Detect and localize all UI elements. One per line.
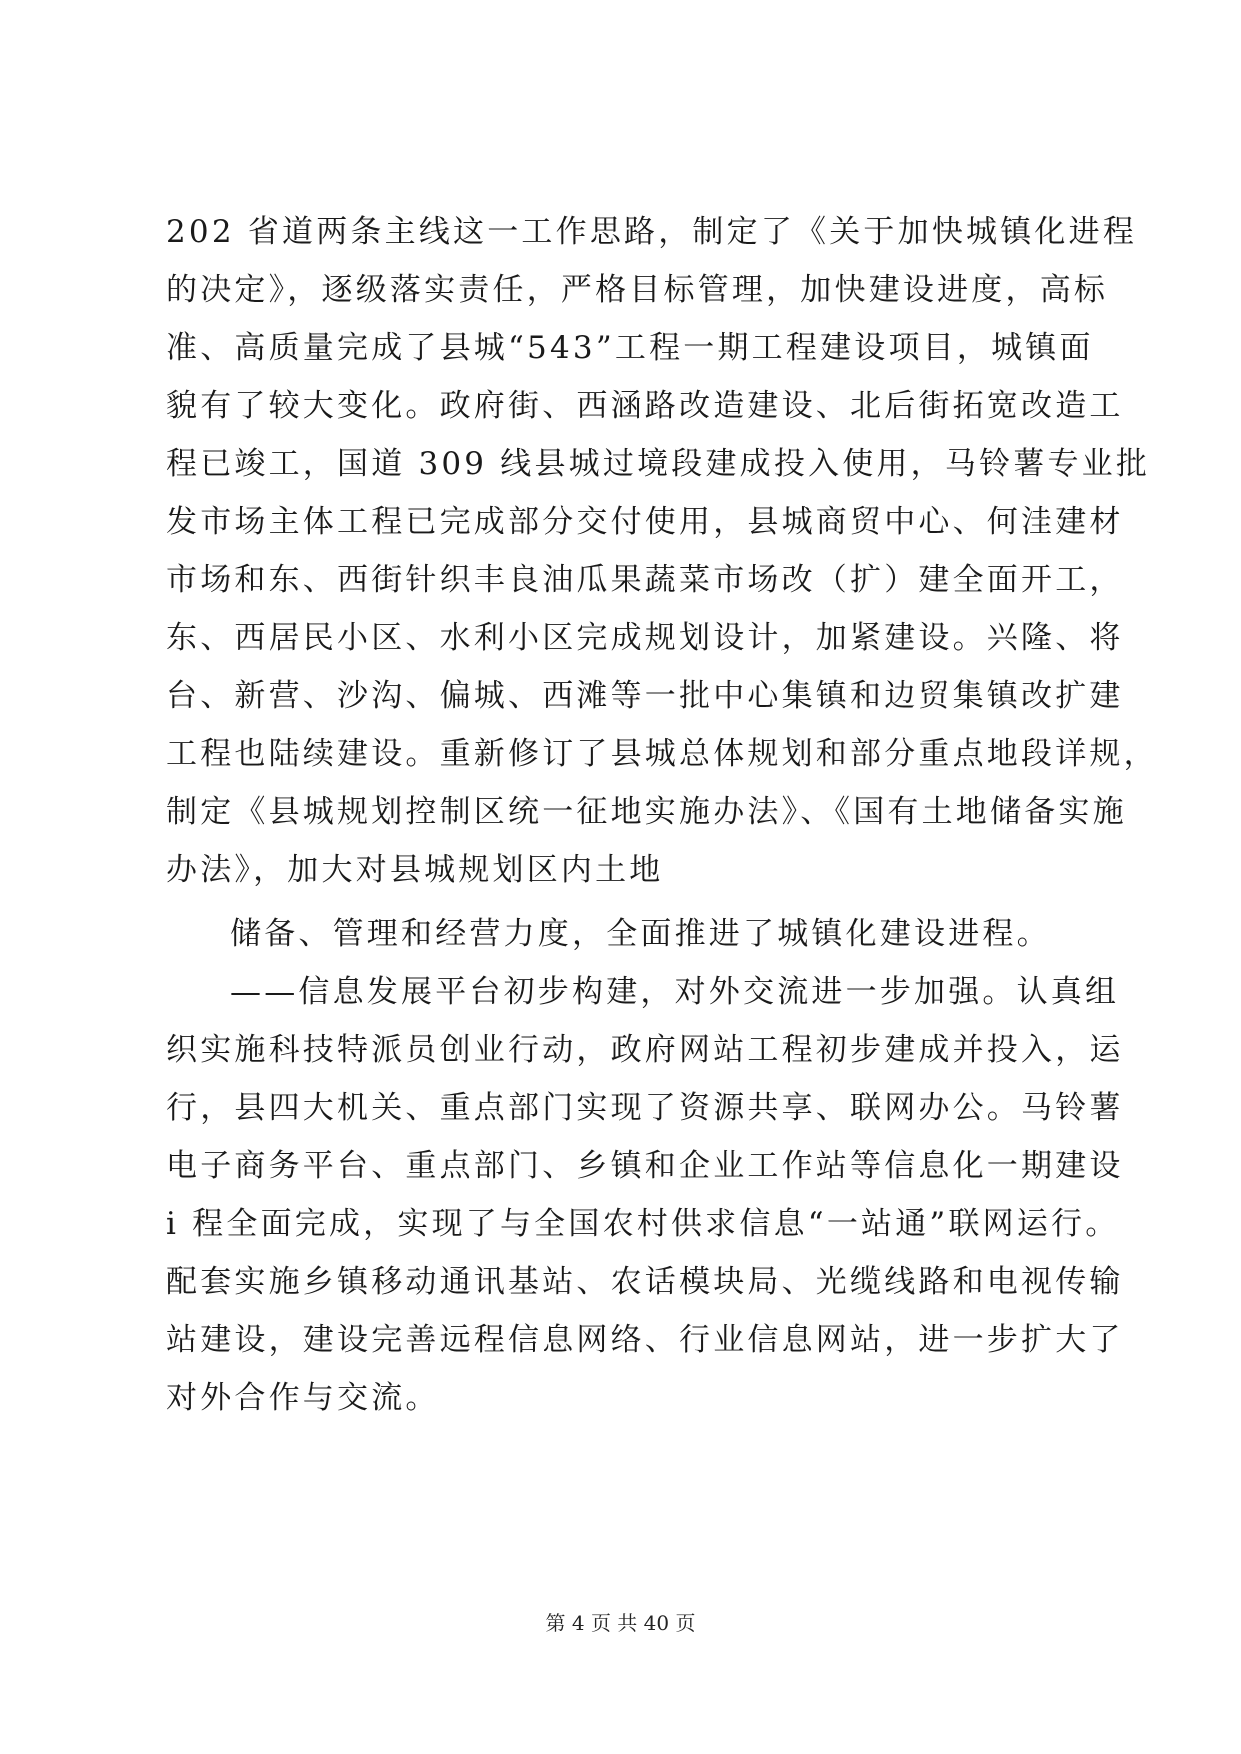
text-line: 制定《县城规划控制区统一征地实施办法》、《国有土地储备实施 <box>166 794 1127 830</box>
paragraph-start-line: 储备、管理和经营力度，全面推进了城镇化建设进程。 <box>230 916 1051 952</box>
text-line: 市场和东、西街针织丰良油瓜果蔬菜市场改（扩）建全面开工， <box>166 562 1124 598</box>
text-line: 办法》，加大对县城规划区内土地 <box>166 852 664 888</box>
text-line: 织实施科技特派员创业行动，政府网站工程初步建成并投入，运 <box>166 1032 1124 1068</box>
text-line: 程已竣工，国道 309 线县城过境段建成投入使用，马铃薯专业批 <box>166 446 1151 482</box>
page-number-footer: 第 4 页 共 40 页 <box>545 1611 696 1635</box>
text-line: 站建设，建设完善远程信息网络、行业信息网站，进一步扩大了 <box>166 1322 1124 1358</box>
text-line: 台、新营、沙沟、偏城、西滩等一批中心集镇和边贸集镇改扩建 <box>166 678 1124 714</box>
paragraph-start-line: ——信息发展平台初步构建，对外交流进一步加强。认真组 <box>230 974 1120 1010</box>
text-line: 的决定》，逐级落实责任，严格目标管理，加快建设进度，高标 <box>166 272 1109 308</box>
text-line: 配套实施乡镇移动通讯基站、农话模块局、光缆线路和电视传输 <box>166 1264 1124 1300</box>
text-line: 行，县四大机关、重点部门实现了资源共享、联网办公。马铃薯 <box>166 1090 1124 1126</box>
text-line: 貌有了较大变化。政府街、西涵路改造建设、北后街拓宽改造工 <box>166 388 1124 424</box>
text-line: 准、高质量完成了县城“543”工程一期工程建设项目，城镇面 <box>166 330 1094 366</box>
text-line: 电子商务平台、重点部门、乡镇和企业工作站等信息化一期建设 <box>166 1148 1124 1184</box>
text-line: 202 省道两条主线这一工作思路，制定了《关于加快城镇化进程 <box>166 214 1138 250</box>
text-line: 发市场主体工程已完成部分交付使用，县城商贸中心、何洼建材 <box>166 504 1124 540</box>
text-line: 工程也陆续建设。重新修订了县城总体规划和部分重点地段详规， <box>166 736 1158 772</box>
text-line: 东、西居民小区、水利小区完成规划设计，加紧建设。兴隆、将 <box>166 620 1124 656</box>
text-line: 对外合作与交流。 <box>166 1380 440 1416</box>
text-line: i 程全面完成，实现了与全国农村供求信息“一站通”联网运行。 <box>166 1206 1120 1242</box>
